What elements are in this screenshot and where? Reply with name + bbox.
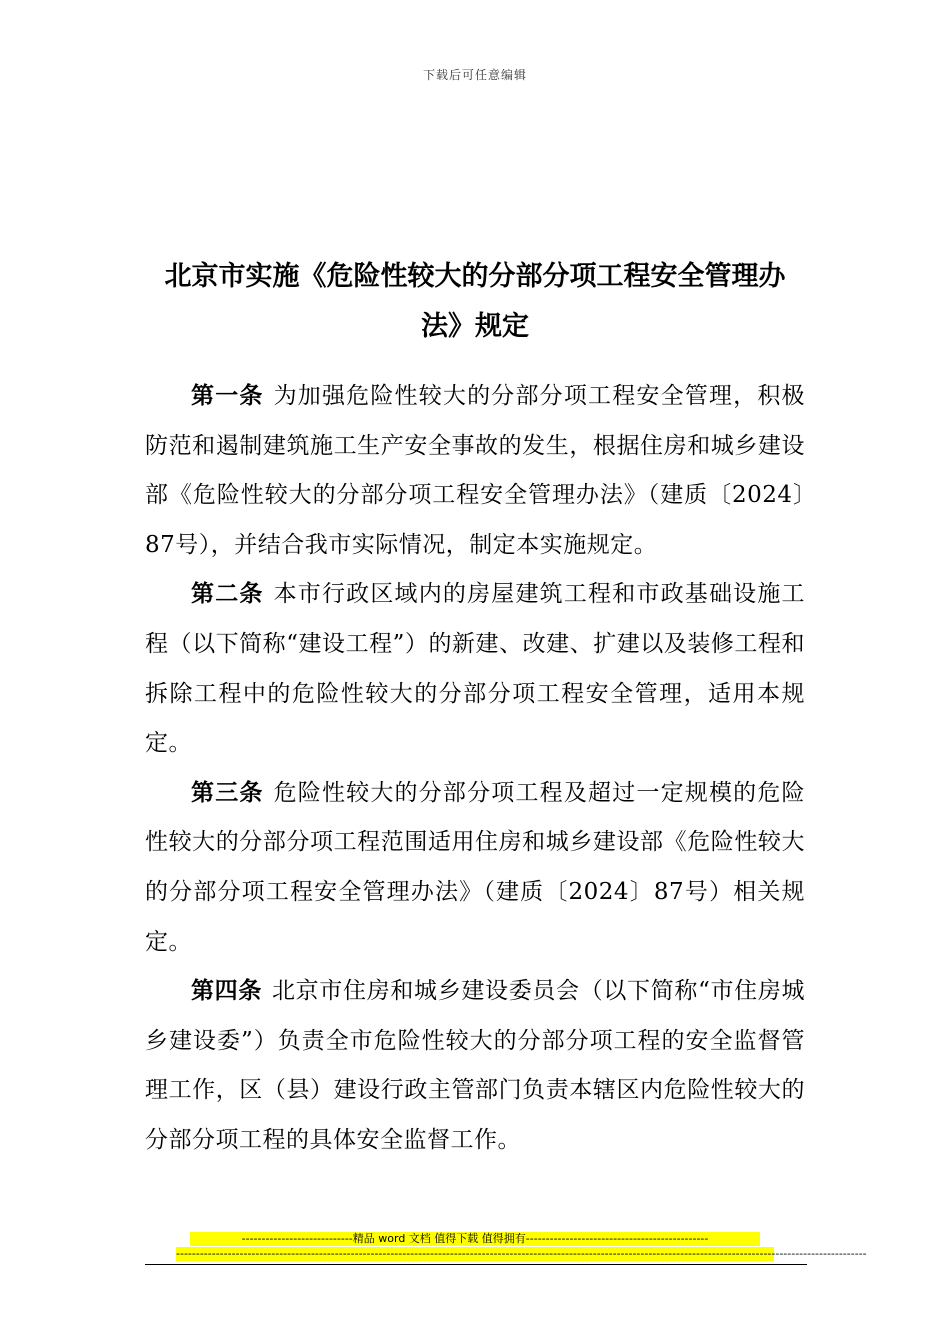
document-title: 北京市实施《危险性较大的分部分项工程安全管理办法》规定 (164, 261, 786, 342)
article-number: 第三条 (191, 779, 264, 806)
article-text: 危险性较大的分部分项工程及超过一定规模的危险性较大的分部分项工程范围适用住房和城乡建设部《危险性较大的分部分项工程安全管理办法》（建质〔2024〕87号）相关规定。 (145, 779, 805, 955)
article-text: 北京市住房和城乡建设委员会（以下简称“市住房城乡建设委”）负责全市危险性较大的分部分项工程的安全监督管理工作，区（县）建设行政主管部门负责本辖区内危险性较大的分部分项工程的具体安全监督工作。 (145, 978, 806, 1153)
article-1 (145, 372, 805, 570)
article-text: 本市行政区域内的房屋建筑工程和市政基础设施工程（以下简称“建设工程”）的新建、改建、扩建以及装修工程和拆除工程中的危险性较大的分部分项工程安全管理，适用本规定。 (145, 581, 805, 757)
footer-divider (145, 1264, 807, 1265)
article-number: 第一条 (191, 383, 264, 409)
article-number: 第二条 (191, 581, 264, 608)
article-text: 为加强危险性较大的分部分项工程安全管理，积极防范和遏制建筑施工生产安全事故的发生，根据住房和城乡建设部《危险性较大的分部分项工程安全管理办法》（建质〔2024〕87号），并结合我市实际情况，制定本实施规定。 (145, 383, 805, 558)
footer-dash-line: ------------------------------------------------------------------------------------------------------------------------------------------------------------------------------ (176, 1247, 867, 1260)
article-2 (145, 570, 805, 768)
article-number: 第四条 (191, 978, 263, 1005)
footer-promo-line: ----------------------------精品 word 文档 值得下载 值得拥有---------------------------------------------- (190, 1232, 760, 1246)
article-3 (145, 769, 805, 967)
document-body (145, 372, 805, 1166)
header-note: 下载后可任意编辑 (422, 68, 527, 82)
article-4 (145, 967, 805, 1165)
